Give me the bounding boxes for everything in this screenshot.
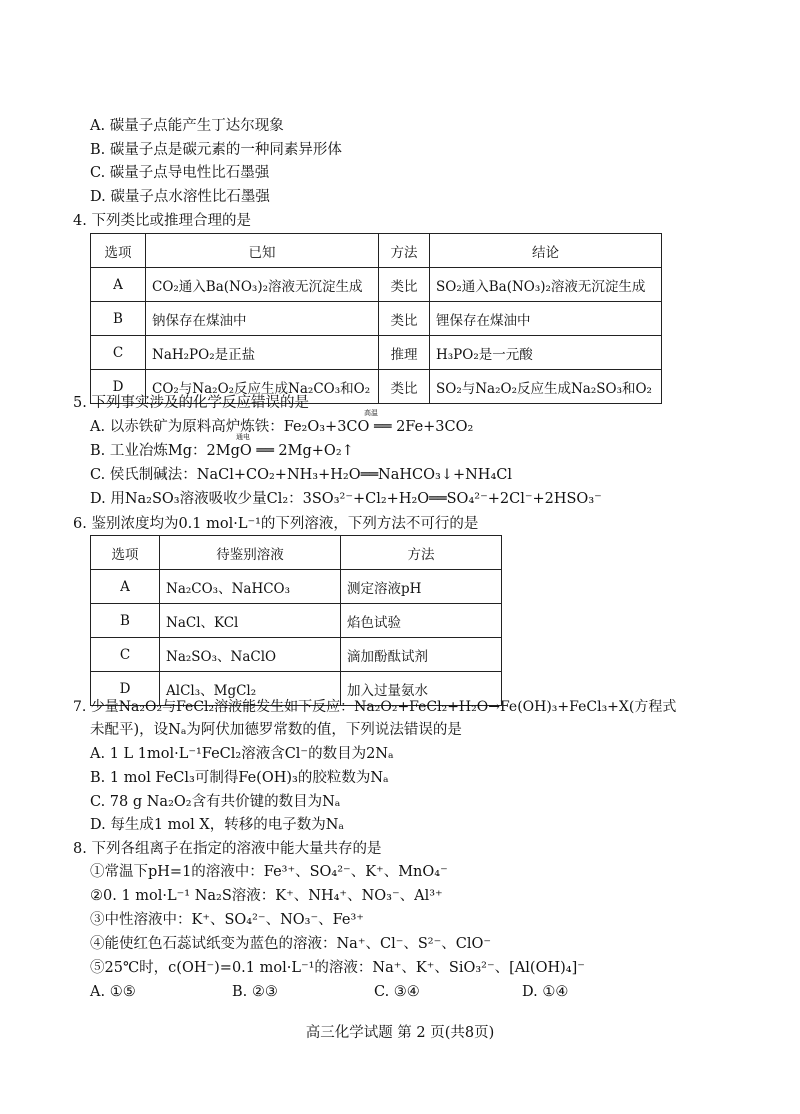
q4-cell: SO₂与Na₂O₂反应生成Na₂SO₃和O₂ (430, 370, 662, 404)
q8-option-c: C. ③④ (374, 984, 420, 1000)
q6-cell: C (91, 638, 160, 672)
q6-cell: Na₂SO₃、NaClO (160, 638, 341, 672)
q4-cell: SO₂通入Ba(NO₃)₂溶液无沉淀生成 (430, 268, 662, 302)
table-row (91, 268, 662, 302)
q6-col-method: 方法 (341, 536, 502, 570)
q4-cell: C (91, 336, 146, 370)
q4-cell: CO₂与Na₂O₂反应生成Na₂CO₃和O₂ (146, 370, 379, 404)
q4-cell: H₃PO₂是一元酸 (430, 336, 662, 370)
q7-stem-line2: 未配平)，设Nₐ为阿伏加德罗常数的值，下列说法错误的是 (90, 722, 462, 738)
q4-cell: 锂保存在煤油中 (430, 302, 662, 336)
q3-option-d: D. 碳量子点水溶性比石墨强 (90, 189, 270, 205)
q5-option-a: A. 以赤铁矿为原料高炉炼铁：Fe₂O₃+3CO ══ 2Fe+3CO₂ (90, 419, 474, 435)
q6-cell: 测定溶液pH (341, 570, 502, 604)
q7-stem-line1: 7. 少量Na₂O₂与FeCl₂溶液能发生如下反应：Na₂O₂+FeCl₂+H₂O→Fe(OH)₃+FeCl₃+X(方程式 (73, 699, 677, 715)
q8-option-a: A. ①⑤ (90, 984, 136, 1000)
table-row (91, 604, 502, 638)
q4-cell: 推理 (379, 336, 430, 370)
q4-col-conclusion: 结论 (430, 234, 662, 268)
q4-cell: A (91, 268, 146, 302)
q4-cell: 类比 (379, 268, 430, 302)
q6-table-header (91, 536, 502, 570)
q4-cell: D (91, 370, 146, 404)
q4-cell: B (91, 302, 146, 336)
q6-cell: 加入过量氨水 (341, 672, 502, 706)
q8-item-5: ⑤25℃时，c(OH⁻)=0.1 mol·L⁻¹的溶液：Na⁺、K⁺、SiO₃²⁻、[Al(OH)₄]⁻ (90, 960, 585, 976)
q6-table (90, 535, 502, 706)
table-row (91, 570, 502, 604)
q8-item-3: ③中性溶液中：K⁺、SO₄²⁻、NO₃⁻、Fe³⁺ (90, 912, 364, 928)
q6-cell: NaCl、KCl (160, 604, 341, 638)
q8-item-2: ②0. 1 mol·L⁻¹ Na₂S溶液：K⁺、NH₄⁺、NO₃⁻、Al³⁺ (90, 888, 443, 904)
q5-option-c: C. 侯氏制碱法：NaCl+CO₂+NH₃+H₂O══NaHCO₃↓+NH₄Cl (90, 467, 513, 483)
q5-option-b: B. 工业冶炼Mg：2MgO ══ 2Mg+O₂↑ (90, 443, 354, 459)
q6-stem: 6. 鉴别浓度均为0.1 mol·L⁻¹的下列溶液，下列方法不可行的是 (73, 516, 479, 532)
q3-option-b: B. 碳量子点是碳元素的一种同素异形体 (90, 142, 342, 158)
q5-b-condition: 通电 (236, 433, 250, 441)
q6-cell: 焰色试验 (341, 604, 502, 638)
q6-cell: Na₂CO₃、NaHCO₃ (160, 570, 341, 604)
table-row (91, 336, 662, 370)
q4-table (90, 233, 662, 404)
q6-cell: 滴加酚酞试剂 (341, 638, 502, 672)
q4-cell: 类比 (379, 370, 430, 404)
q4-table-header (91, 234, 662, 268)
q7-option-d: D. 每生成1 mol X，转移的电子数为Nₐ (90, 817, 344, 833)
q7-option-b: B. 1 mol FeCl₃可制得Fe(OH)₃的胶粒数为Nₐ (90, 770, 389, 786)
q8-option-d: D. ①④ (522, 984, 569, 1000)
q7-option-a: A. 1 L 1mol·L⁻¹FeCl₂溶液含Cl⁻的数目为2Nₐ (90, 746, 394, 762)
q8-item-1: ①常温下pH=1的溶液中：Fe³⁺、SO₄²⁻、K⁺、MnO₄⁻ (90, 864, 448, 880)
q6-cell: D (91, 672, 160, 706)
q4-col-option: 选项 (91, 234, 146, 268)
page-footer: 高三化学试题 第 2 页(共8页) (305, 1025, 495, 1041)
q4-col-known: 已知 (146, 234, 379, 268)
q7-option-c: C. 78 g Na₂O₂含有共价键的数目为Nₐ (90, 794, 341, 810)
table-row (91, 638, 502, 672)
q4-col-method: 方法 (379, 234, 430, 268)
q8-option-b: B. ②③ (232, 984, 278, 1000)
q6-cell: AlCl₃、MgCl₂ (160, 672, 341, 706)
q5-option-d: D. 用Na₂SO₃溶液吸收少量Cl₂：3SO₃²⁻+Cl₂+H₂O══SO₄²⁻+2Cl⁻+2HSO₃⁻ (90, 491, 602, 507)
q4-cell: 钠保存在煤油中 (146, 302, 379, 336)
q4-stem: 4. 下列类比或推理合理的是 (73, 213, 251, 229)
q6-cell: A (91, 570, 160, 604)
q5-stem: 5. 下列事实涉及的化学反应错误的是 (73, 395, 309, 411)
q3-option-a: A. 碳量子点能产生丁达尔现象 (90, 118, 284, 134)
q4-cell: NaH₂PO₂是正盐 (146, 336, 379, 370)
q5-a-condition: 高温 (364, 409, 378, 417)
q6-col-option: 选项 (91, 536, 160, 570)
table-row (91, 302, 662, 336)
q3-option-c: C. 碳量子点导电性比石墨强 (90, 165, 270, 181)
q6-col-solutions: 待鉴别溶液 (160, 536, 341, 570)
q6-cell: B (91, 604, 160, 638)
q8-item-4: ④能使红色石蕊试纸变为蓝色的溶液：Na⁺、Cl⁻、S²⁻、ClO⁻ (90, 936, 492, 952)
q4-cell: 类比 (379, 302, 430, 336)
q8-stem: 8. 下列各组离子在指定的溶液中能大量共存的是 (73, 841, 382, 857)
q4-cell: CO₂通入Ba(NO₃)₂溶液无沉淀生成 (146, 268, 379, 302)
